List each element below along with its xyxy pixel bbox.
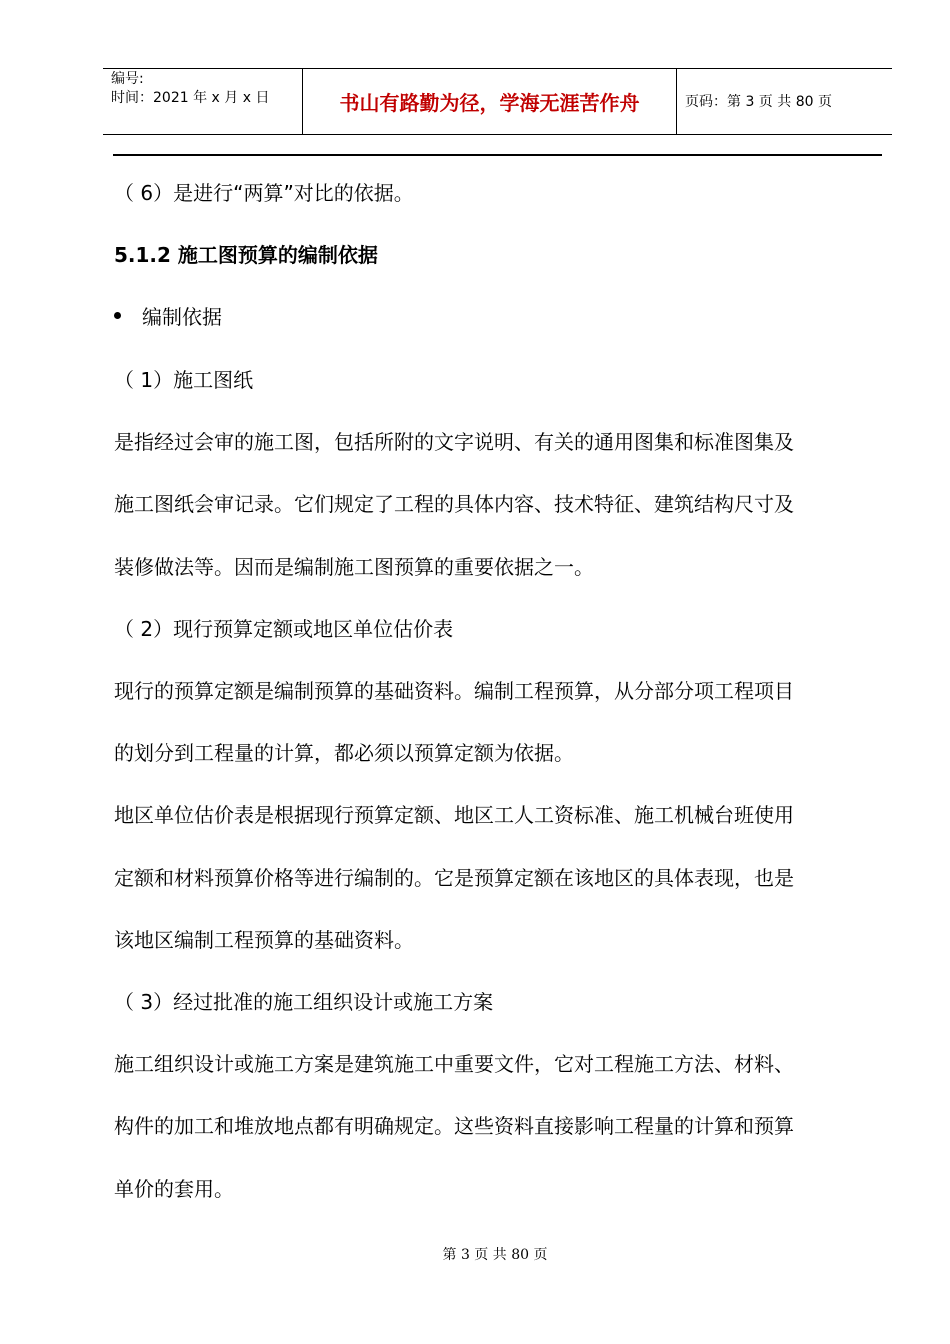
paragraph-line: 是指经过会审的施工图，包括所附的文字说明、有关的通用图集和标准图集及 bbox=[114, 430, 794, 454]
header-meta-cell bbox=[103, 69, 303, 134]
header-motto: 书山有路勤为径，学海无涯苦作舟 bbox=[339, 91, 640, 115]
list-item-3-title: （ 3）经过批准的施工组织设计或施工方案 bbox=[114, 990, 494, 1014]
header-divider bbox=[113, 154, 882, 156]
section-heading: 5.1.2 施工图预算的编制依据 bbox=[114, 243, 378, 267]
list-item-2-title: （ 2）现行预算定额或地区单位估价表 bbox=[114, 617, 454, 641]
header-page-cell bbox=[677, 69, 892, 134]
paragraph-line: 装修做法等。因而是编制施工图预算的重要依据之一。 bbox=[114, 555, 594, 579]
paragraph-line: 单价的套用。 bbox=[114, 1177, 234, 1201]
paragraph-line: 该地区编制工程预算的基础资料。 bbox=[114, 928, 414, 952]
list-item-1-title: （ 1）施工图纸 bbox=[114, 368, 254, 392]
header-page-info: 页码：第 3 页 共 80 页 bbox=[685, 94, 832, 110]
bullet-text: 编制依据 bbox=[142, 305, 222, 329]
bullet-icon bbox=[114, 312, 121, 319]
header-motto-cell bbox=[303, 69, 677, 134]
page-footer: 第 3 页 共 80 页 bbox=[442, 1247, 548, 1263]
paragraph-line: 地区单位估价表是根据现行预算定额、地区工人工资标准、施工机械台班使用 bbox=[114, 803, 794, 827]
paragraph-line: 的划分到工程量的计算，都必须以预算定额为依据。 bbox=[114, 741, 574, 765]
paragraph-item-6: （ 6）是进行“两算”对比的依据。 bbox=[114, 181, 414, 205]
page-header bbox=[103, 68, 892, 135]
paragraph-line: 定额和材料预算价格等进行编制的。它是预算定额在该地区的具体表现，也是 bbox=[114, 866, 794, 890]
paragraph-line: 现行的预算定额是编制预算的基础资料。编制工程预算，从分部分项工程项目 bbox=[114, 679, 794, 703]
paragraph-line: 构件的加工和堆放地点都有明确规定。这些资料直接影响工程量的计算和预算 bbox=[114, 1114, 794, 1138]
paragraph-line: 施工图纸会审记录。它们规定了工程的具体内容、技术特征、建筑结构尺寸及 bbox=[114, 492, 794, 516]
document-number-label: 编号: bbox=[111, 71, 144, 87]
document-time-label: 时间：2021 年 x 月 x 日 bbox=[111, 90, 270, 106]
paragraph-line: 施工组织设计或施工方案是建筑施工中重要文件，它对工程施工方法、材料、 bbox=[114, 1052, 794, 1076]
